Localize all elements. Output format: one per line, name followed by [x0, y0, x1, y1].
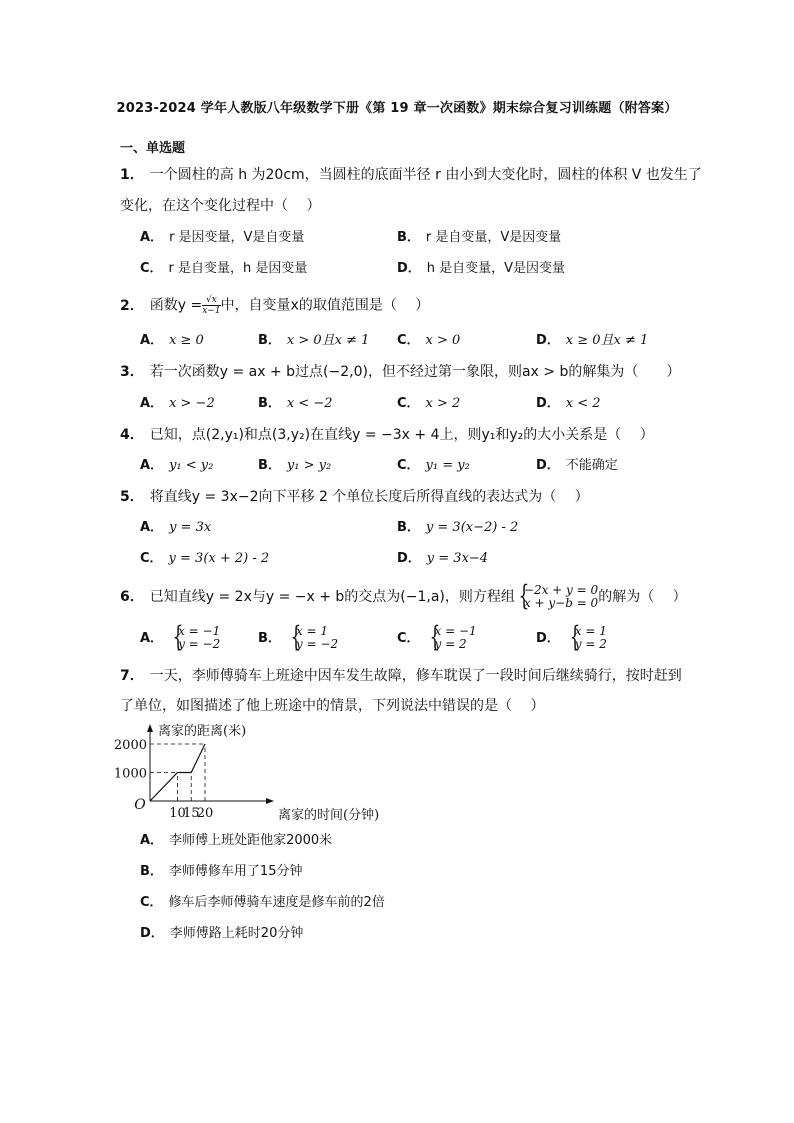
option-d[interactable]: D． 李师傅路上耗时20分钟: [140, 926, 304, 941]
section-heading: 一、单选题: [120, 141, 186, 156]
origin-label: O: [134, 797, 146, 813]
option-c[interactable]: C． y₁ = y₂: [397, 458, 470, 473]
question-stem: 函数y =: [149, 297, 203, 314]
x-tick-label: 15: [182, 806, 200, 821]
option-d[interactable]: D． y = 3x−4: [397, 551, 489, 566]
x-tick-label: 20: [196, 806, 214, 821]
option-c[interactable]: C． { x = −1 y = 2: [397, 620, 477, 653]
question-2: 2． 函数y = $\frac{√x}{x-1}$ 中，自变量x的取值范围是（ ）: [120, 295, 430, 316]
y-tick-label: 1000: [113, 766, 147, 782]
option-a[interactable]: A． x ≥ 0: [140, 333, 204, 348]
y-tick-label: 2000: [113, 738, 147, 753]
option-c[interactable]: C． 修车后李师傅骑车速度是修车前的2倍: [140, 895, 385, 910]
option-b[interactable]: B． y₁ > y₂: [258, 458, 332, 473]
question-stem: 已知直线y = 2x与y = −x + b的交点为(−1,a)，则方程组: [149, 589, 515, 605]
question-number: 6．: [120, 589, 144, 605]
question-number: 5．: [120, 489, 144, 505]
question-3: [120, 362, 680, 382]
question-number: 4．: [120, 427, 144, 443]
option-d[interactable]: D． x < 2: [536, 396, 601, 411]
option-b[interactable]: B． 李师傅修车用了15分钟: [140, 864, 303, 879]
y-axis-label: 离家的距离(米): [158, 724, 247, 739]
option-b[interactable]: B． x > 0且x ≠ 1: [258, 333, 370, 348]
x-tick-label: 10: [169, 806, 186, 821]
option-a[interactable]: A． { x = −1 y = −2: [140, 620, 221, 653]
question-stem: 已知，点(2,y₁)和点(3,y₂)在直线y = −3x + 4上，则y₁和y₂的大小关系是（ ）: [149, 427, 654, 443]
question-7-cont: 了单位，如图描述了他上班途中的情景，下列说法中错误的是（ ）: [120, 698, 545, 714]
question-stem: 若一次函数y = ax + b过点(−2,0)，但不经过第一象限，则ax > b的解集为（ ）: [149, 364, 681, 380]
option-a[interactable]: A． y₁ < y₂: [140, 458, 214, 473]
question-stem: 一天，李师傅骑车上班途中因车发生故障，修车耽误了一段时间后继续骑行，按时赶到: [149, 668, 682, 684]
question-7: [120, 666, 682, 686]
question-number: 3．: [120, 364, 144, 380]
option-b[interactable]: B． r 是自变量，V是因变量: [397, 230, 562, 245]
option-d[interactable]: D． 不能确定: [536, 458, 618, 473]
x-axis-label: 离家的时间(分钟): [278, 808, 380, 823]
option-a[interactable]: A． 李师傅上班处距他家2000米: [140, 833, 333, 848]
option-d[interactable]: D． x ≥ 0且x ≠ 1: [536, 333, 649, 348]
equation-system: { −2x + y = 0 x + y−b = 0: [518, 579, 599, 612]
option-b[interactable]: B． y = 3(x−2) - 2: [397, 520, 519, 535]
question-4: [120, 425, 654, 445]
option-a[interactable]: A． r 是因变量，V是自变量: [140, 230, 305, 245]
question-1-cont: 变化，在这个变化过程中（ ）: [120, 198, 321, 214]
question-number: 7．: [120, 668, 144, 684]
option-c[interactable]: C． y = 3(x + 2) - 2: [140, 551, 270, 566]
question-number: 1．: [120, 167, 144, 183]
option-b[interactable]: B． x < −2: [258, 396, 333, 411]
option-c[interactable]: C． x > 2: [397, 396, 461, 411]
option-d[interactable]: D． h 是自变量，V是因变量: [397, 261, 566, 276]
option-b[interactable]: B． { x = 1 y = −2: [258, 620, 339, 653]
option-c[interactable]: C． x > 0: [397, 333, 461, 348]
fraction: $\frac{√x}{x-1}$: [202, 295, 221, 316]
question-number: 2．: [120, 297, 144, 314]
distance-time-chart: [113, 720, 418, 830]
question-stem: 一个圆柱的高 h 为20cm，当圆柱的底面半径 r 由小到大变化时，圆柱的体积 V 也发生了: [149, 167, 702, 183]
question-6: 6． 已知直线y = 2x与y = −x + b的交点为(−1,a)，则方程组 { −2x + y = 0 x + y−b = 0 的解为（ ）: [120, 579, 687, 612]
option-c[interactable]: C． r 是自变量，h 是因变量: [140, 261, 308, 276]
x-axis-arrow: [266, 798, 274, 804]
question-5: [120, 487, 589, 507]
y-axis-arrow: [147, 724, 153, 732]
option-a[interactable]: A． y = 3x: [140, 520, 212, 535]
option-d[interactable]: D． { x = 1 y = 2: [536, 620, 607, 653]
question-stem: 将直线y = 3x−2向下平移 2 个单位长度后所得直线的表达式为（ ）: [149, 489, 589, 505]
page-title: 2023-2024 学年人教版八年级数学下册《第 19 章一次函数》期末综合复习训练题（附答案）: [116, 101, 678, 116]
question-1: [120, 165, 702, 185]
option-a[interactable]: A． x > −2: [140, 396, 215, 411]
